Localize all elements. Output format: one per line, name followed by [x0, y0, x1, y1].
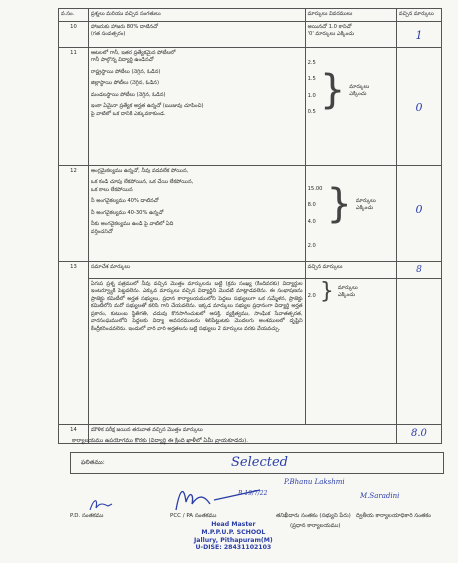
row-mark-empty: [396, 279, 441, 425]
row-line: మండలస్థాయి పోటీలు (నెగ్గిన, ఓడిన): [90, 91, 166, 98]
office-use-note: కార్యాలయము ఉపయోగము కొరకు (విద్యార్థి ఈ క్రింది ఖాళీలో ఏమీ వ్రాయకూడదు).: [72, 438, 249, 444]
handwritten-mark: 1: [415, 28, 423, 42]
row-line: హాజరుకు హాజరు 80% దాటినచో: [90, 23, 158, 30]
row-number: 12: [59, 166, 89, 262]
row-line: వర్తించనిచో: [90, 228, 113, 235]
table-header: [59, 9, 442, 22]
row-mark: [396, 166, 441, 262]
row-line: (గత సంవత్సరం): [90, 31, 126, 38]
row-item: [88, 48, 305, 166]
row-line: నీ అంగవైకల్యము 40% దాటినచో: [90, 198, 159, 205]
stamp-line: Head Master: [211, 521, 256, 528]
pcc-signature-label: PCC / PA సంతకము: [170, 513, 217, 519]
row-details: [305, 48, 396, 166]
school-stamp: [194, 521, 273, 552]
row-details: [305, 22, 396, 48]
row-line: ఒక కాలు లేకపోయిన: [90, 186, 133, 193]
table-row-10: [59, 22, 442, 48]
mark-value: 1.0: [307, 92, 316, 99]
handwritten-date: B 19/7/22: [238, 490, 268, 497]
row-mark: [396, 425, 441, 444]
row-line: ఒక కండి చూపు లేకపోయిన, ఒక చేయి లేకపోయిన,: [90, 179, 194, 186]
row-item: [88, 22, 305, 48]
mark-value: 2.0: [307, 243, 316, 250]
marks-table: [58, 8, 442, 444]
marks-label: ఎక్కించు: [355, 205, 374, 212]
col-details-header: మార్కులు వివరములు: [305, 9, 396, 22]
mark-value: 8.0: [307, 202, 316, 209]
marks-label: మార్కులు: [349, 83, 370, 90]
row-body-text: ఏగుప ప్రశ్న పత్రములో నీవు వచ్చిన మొత్తం మార్కులను బట్టి (క్రమ సంఖ్య (కిందివరకు) విద్యార్థుల ఇంటర్వ్యూకి పెట్టవలెను. ఎక్కువ మార్కులు వచ్చిన విద్యార్థిని మొదటి మాట్లాడవలెను. ఈ సంభాషణను ప్రాజెక్టు కమిటీలో అర్హత సభ్యులు, ప్రధాన కార్యాలయములోని పెద్దలు సభ్యులుగా ఒక సమ్మేళన, ప్రాజెక్టు కమిటీలోని మరో సభ్యులతో కలిసి గాని చేయవలెను. ఇక్కడ మార్కులు సభ్యుల ప్రధానంగా విద్యార్థి అర్హత ప్రకారం, కుటుంబ స్థితిగతి, చదువు కొనసాగించుటలో ఆసక్తి, వ్యక్తిత్వము, సాంఘిక సేవాతత్పరత, వారసంఘములోని పెద్దలకు విద్యా అవసరములను శిలిపేట్టుటకు మొదలగు అంశములలో దృష్టిని కేంద్రీకరించవలెను. ఇందులో వారి వారి అర్హతలను బట్టి సభ్యులు 2 మార్కులు వరకు వేయవచ్చు.: [88, 279, 305, 425]
row-details-head: వచ్చిన మార్కులు: [305, 262, 396, 279]
row-details: [305, 279, 396, 425]
row-number: 14: [59, 425, 89, 444]
row-item: [88, 166, 305, 262]
mark-value: 1.5: [307, 76, 316, 83]
member-signature-label: తనిఖీదారు సంతకం (సభ్యుని పేరు): [276, 513, 351, 519]
row-line: పై వాటిలో ఒక దానికి ఎక్కువకాకుండ.: [90, 110, 166, 117]
result-box: [70, 452, 444, 474]
row-mark: [396, 22, 441, 48]
row-title: సమాచేశ మార్కులు: [88, 262, 305, 279]
handwritten-name: M.Saradini: [360, 492, 400, 500]
table-row-13-body: [59, 279, 442, 425]
mark-value: 4.0: [307, 218, 316, 225]
principal-signature-label: ద్వితీయ కార్యాలయాధికారి సంతకం: [356, 513, 431, 519]
marks-label: మార్కులు: [337, 284, 358, 291]
stamp-line: Jallury, Pithapuram(M): [194, 536, 273, 544]
stamp-line: U-DISE: 28431102103: [195, 544, 272, 552]
handwritten-mark: 0: [415, 202, 423, 216]
handwritten-name: P.Bhanu Lakshmi: [284, 478, 345, 486]
result-value: Selected: [231, 455, 288, 470]
row-line: రాష్ట్రస్థాయి పోటీలు (నెగ్గిన, ఓడిన): [90, 68, 161, 75]
col-item-header: ప్రశ్నలు మరియు వచ్చిన సంగతులు: [88, 9, 305, 22]
row-detail-line: '0' మార్కులు ఎక్కించు: [307, 31, 355, 38]
row-line: నీ అంగవైకల్యము 40-30% ఉన్నచో: [90, 209, 164, 216]
brace-icon: }: [319, 278, 334, 304]
row-details: [305, 166, 396, 262]
row-line: ఆటలలో గానీ, ఇతర ప్రత్యేకమైన పోటీలలో: [90, 49, 176, 56]
mark-value: 2.0: [307, 292, 316, 299]
row-line: ఆంగ్లమైకల్యము ఉన్నచో, నీవు వదవలేక పోయిన,: [90, 167, 189, 174]
handwritten-mark: 0: [415, 100, 423, 114]
row-line: నీకు అంగవైకల్యము ఉండి పై వాటిలో ఏది: [90, 221, 174, 228]
row-detail-line: అయినచో 1.0 కానిచో: [307, 23, 352, 30]
result-label: ఫలితము:: [81, 459, 105, 466]
row-mark: [396, 262, 441, 279]
mark-value: 0.5: [307, 109, 316, 116]
marks-label: మార్కులు: [355, 197, 376, 204]
handwritten-mark: 8: [416, 264, 422, 275]
brace-icon: }: [319, 66, 346, 113]
table-row-12: [59, 166, 442, 262]
pcc-signature-icon: [170, 482, 268, 514]
col-no-header: వ.సం.: [59, 9, 89, 22]
row-number: 13: [59, 262, 89, 425]
col-marks-header: వచ్చిన మార్కులు: [396, 9, 441, 22]
marks-label: ఎక్కించు: [337, 292, 355, 299]
brace-icon: }: [326, 180, 352, 227]
row-mark: [396, 48, 441, 166]
mark-value: 15.00: [307, 185, 323, 192]
mark-value: 2.5: [307, 59, 316, 66]
marks-label: ఎక్కించు: [349, 91, 367, 98]
row-number: 11: [59, 48, 89, 166]
row-number: 10: [59, 22, 89, 48]
table-row-11: [59, 48, 442, 166]
pd-signature-label: P.D. సంతకము: [70, 513, 104, 519]
handwritten-total: 8.0: [410, 427, 427, 439]
stamp-line: M.P.P.U.P. SCHOOL: [201, 528, 266, 536]
row-item: మౌళిక పరీక్ష జయిన తరువాత వచ్చిన మొత్తం మార్కులు: [88, 425, 396, 444]
row-line: ఇంకా ఏమైనా ప్రత్యేక అర్హత ఉన్నచో (ఋజువు చూపించి): [90, 103, 204, 110]
row-line: జిల్లాస్థాయి పోటీలు (నెగ్గిన, ఓడిన): [90, 80, 159, 87]
principal-note: (ప్రధాన కార్యాలయము): [290, 523, 341, 529]
row-line: గానీ పాల్గొన్న విద్యార్థి ఉండినచో: [90, 57, 154, 64]
table-row-13-head: [59, 262, 442, 279]
